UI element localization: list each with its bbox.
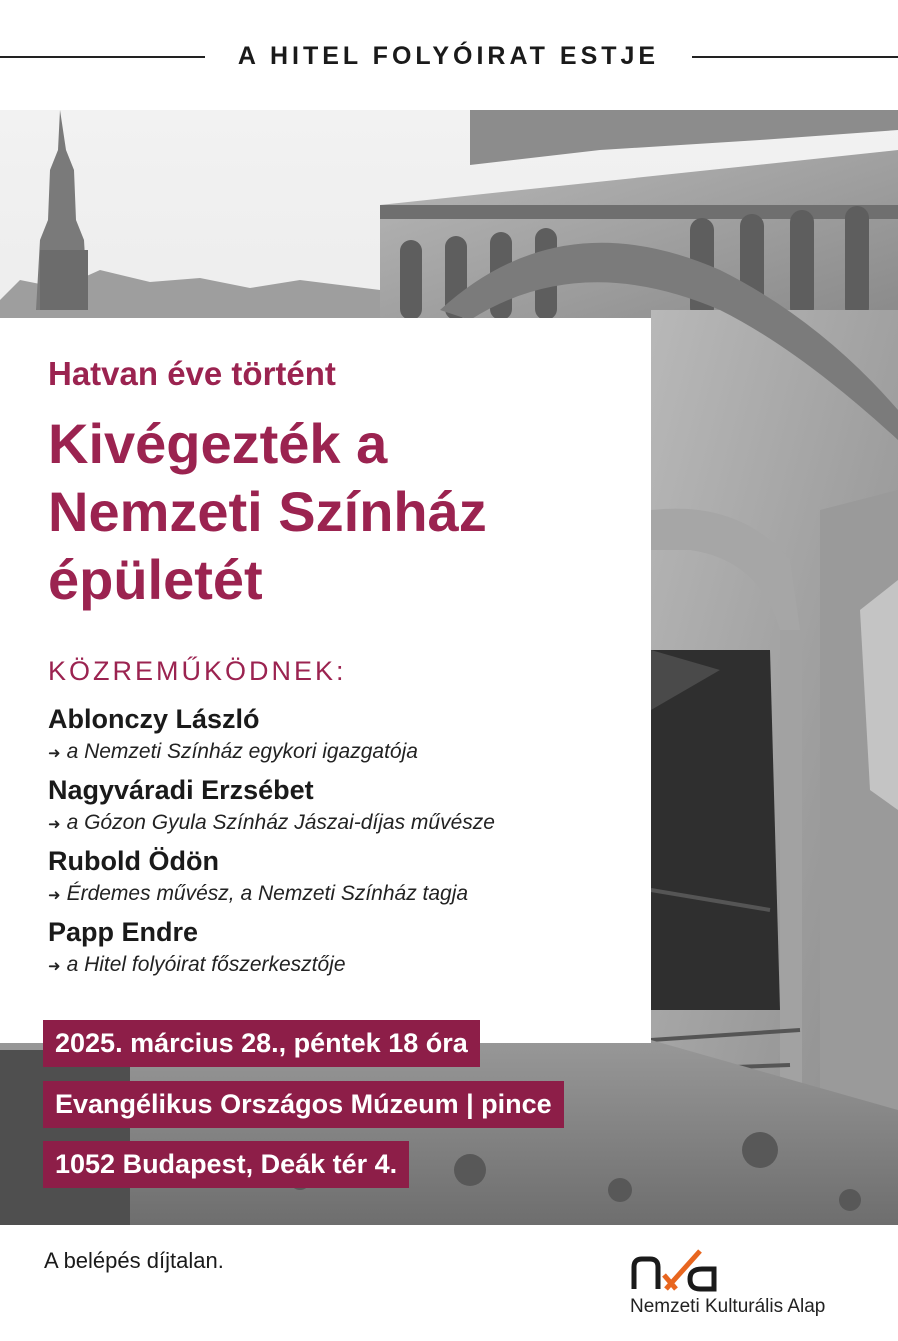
contributor-role-text: a Gózon Gyula Színház Jászai-díjas művésze bbox=[66, 811, 495, 834]
contributor-role bbox=[48, 809, 648, 839]
subtitle: Hatvan éve történt bbox=[48, 355, 336, 392]
contributors-list bbox=[48, 702, 648, 986]
logo-text: Nemzeti Kulturális Alap bbox=[630, 1296, 826, 1317]
contributor-name: Papp Endre bbox=[48, 917, 199, 947]
contributor-role-text: Érdemes művész, a Nemzeti Színház tagja bbox=[66, 882, 469, 905]
event-venue-band: Evangélikus Országos Múzeum | pince bbox=[43, 1081, 564, 1128]
nka-logo-mark-icon bbox=[630, 1245, 730, 1293]
admission-note: A belépés díjtalan. bbox=[44, 1248, 224, 1273]
contributor-role bbox=[48, 738, 648, 768]
arrow-right-icon: ➜ bbox=[48, 816, 61, 833]
event-address-band: 1052 Budapest, Deák tér 4. bbox=[43, 1141, 409, 1188]
header-bar bbox=[0, 0, 898, 110]
headline bbox=[48, 410, 638, 614]
contributor-role-text: a Nemzeti Színház egykori igazgatója bbox=[66, 740, 418, 763]
headline-line-2: Nemzeti Színház bbox=[48, 480, 487, 543]
header-rule-left bbox=[0, 56, 205, 58]
arrow-right-icon: ➜ bbox=[48, 887, 61, 904]
contributor-name: Nagyváradi Erzsébet bbox=[48, 775, 314, 805]
headline-line-1: Kivégezték a bbox=[48, 412, 388, 475]
arrow-right-icon: ➜ bbox=[48, 745, 61, 762]
header-rule-right bbox=[692, 56, 898, 58]
contributor-item bbox=[48, 915, 648, 986]
contributor-name: Ablonczy László bbox=[48, 704, 260, 734]
header-title: A HITEL FOLYÓIRAT ESTJE bbox=[237, 42, 660, 70]
contributor-item bbox=[48, 702, 648, 773]
nka-logo bbox=[630, 1245, 880, 1325]
contributor-item bbox=[48, 844, 648, 915]
contributors-label: KÖZREMŰKÖDNEK: bbox=[48, 656, 347, 686]
contributor-role bbox=[48, 951, 648, 981]
contributor-role-text: a Hitel folyóirat főszerkesztője bbox=[66, 953, 346, 976]
arrow-right-icon: ➜ bbox=[48, 958, 61, 975]
event-date-band: 2025. március 28., péntek 18 óra bbox=[43, 1020, 480, 1067]
contributor-name: Rubold Ödön bbox=[48, 846, 219, 876]
contributor-item bbox=[48, 773, 648, 844]
contributor-role bbox=[48, 880, 648, 910]
headline-line-3: épületét bbox=[48, 548, 263, 611]
